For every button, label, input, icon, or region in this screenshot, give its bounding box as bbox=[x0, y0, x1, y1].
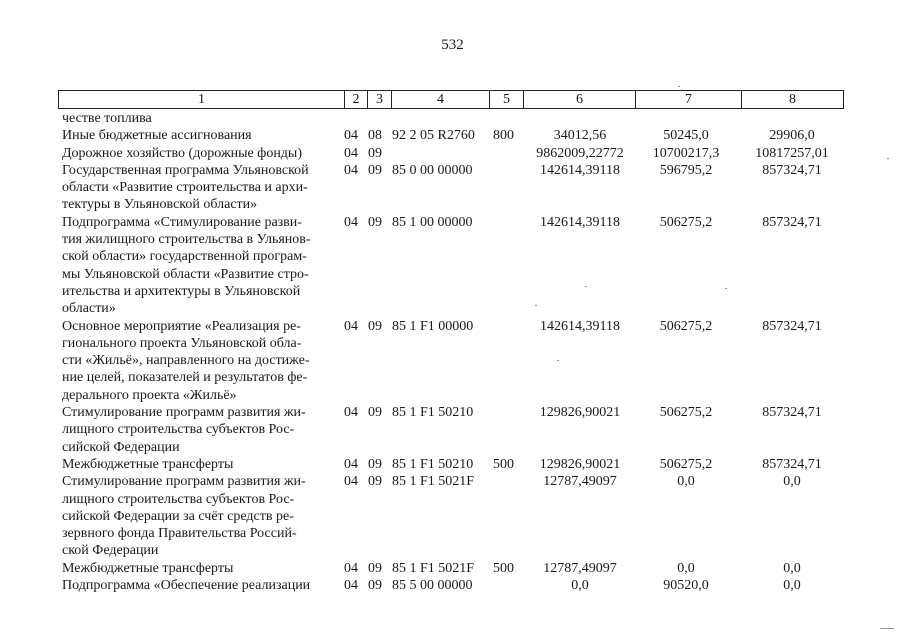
cell-col-2: 04 bbox=[344, 578, 358, 594]
cell-col-4: 85 0 00 00000 bbox=[392, 162, 473, 178]
cell-col-2: 04 bbox=[344, 457, 358, 472]
row-name bbox=[62, 318, 340, 404]
row-name-line: честве топлива bbox=[62, 111, 152, 126]
row-name bbox=[62, 404, 340, 456]
header-col-5: 5 bbox=[489, 91, 523, 108]
page-number: 532 bbox=[441, 37, 464, 53]
row-name bbox=[62, 145, 340, 162]
row-name-line: Дорожное хозяйство (дорожные фонды) bbox=[62, 145, 303, 161]
header-col-4: 4 bbox=[391, 91, 489, 108]
cell-col-3: 09 bbox=[368, 318, 382, 334]
header-col-8: 8 bbox=[741, 91, 843, 108]
cell-col-6: 142614,39118 bbox=[540, 162, 620, 178]
row-name-line: тия жилищного строительства в Ульянов- bbox=[62, 232, 311, 248]
cell-col-7: 0,0 bbox=[677, 474, 695, 490]
cell-col-8: 10817257,01 bbox=[755, 145, 829, 161]
cell-col-8: 857324,71 bbox=[762, 318, 822, 334]
cell-col-3: 09 bbox=[368, 457, 382, 472]
row-name-line: сийской Федерации bbox=[62, 439, 180, 455]
cell-col-3: 09 bbox=[368, 405, 382, 421]
cell-col-7: 0,0 bbox=[677, 560, 695, 576]
row-name-line: Государственная программа Ульяновской bbox=[62, 162, 309, 178]
cell-col-8: 0,0 bbox=[783, 578, 801, 594]
cell-col-3: 08 bbox=[368, 128, 382, 144]
row-name bbox=[62, 127, 340, 144]
cell-col-3: 09 bbox=[368, 578, 382, 594]
cell-col-2: 04 bbox=[344, 128, 358, 144]
cell-col-3: 09 bbox=[368, 145, 382, 161]
cell-col-3: 09 bbox=[368, 560, 382, 576]
cell-col-2: 04 bbox=[344, 405, 358, 421]
row-name-line: Основное мероприятие «Реализация ре- bbox=[62, 318, 301, 334]
cell-col-3: 09 bbox=[368, 474, 382, 490]
cell-col-8: 857324,71 bbox=[762, 457, 822, 472]
row-name-line: ской Федерации bbox=[62, 543, 159, 559]
cell-col-2: 04 bbox=[344, 318, 358, 334]
row-name bbox=[62, 162, 340, 214]
row-name-line: Подпрограмма «Стимулирование разви- bbox=[62, 214, 302, 230]
cell-col-6: 12787,49097 bbox=[543, 560, 617, 576]
cell-col-3: 09 bbox=[368, 162, 382, 178]
row-name bbox=[62, 110, 340, 127]
cell-col-7: 506275,2 bbox=[659, 405, 713, 421]
row-name-line: области» bbox=[62, 301, 116, 317]
row-name-line: ской области» государственной програм- bbox=[62, 249, 307, 265]
cell-col-4: 85 1 F1 50210 bbox=[392, 457, 474, 472]
cell-col-6: 129826,90021 bbox=[539, 405, 621, 421]
cell-col-4: 85 1 F1 5021F bbox=[392, 560, 475, 576]
row-name-line: Стимулирование программ развития жи- bbox=[62, 405, 306, 421]
cell-col-7: 10700217,3 bbox=[652, 145, 720, 161]
cell-col-2: 04 bbox=[344, 162, 358, 178]
cell-col-5: 800 bbox=[493, 128, 514, 144]
row-name-line: ние целей, показателей и результатов фе- bbox=[62, 370, 308, 386]
row-name bbox=[62, 456, 340, 473]
cell-col-6: 142614,39118 bbox=[540, 318, 620, 334]
cell-col-4: 85 5 00 00000 bbox=[392, 578, 473, 594]
cell-col-8: 29906,0 bbox=[769, 128, 815, 144]
cell-col-2: 04 bbox=[344, 474, 358, 490]
header-col-7: 7 bbox=[635, 91, 741, 108]
cell-col-5: 500 bbox=[493, 560, 514, 576]
row-name bbox=[62, 214, 340, 318]
cell-col-7: 50245,0 bbox=[663, 128, 709, 144]
row-name-line: лищного строительства субъектов Рос- bbox=[62, 491, 295, 507]
table-header-row bbox=[58, 90, 844, 109]
cell-col-4: 85 1 00 00000 bbox=[392, 214, 473, 230]
cell-col-8: 0,0 bbox=[783, 560, 801, 576]
row-name-line: дерального проекта «Жильё» bbox=[62, 387, 237, 403]
cell-col-5: 500 bbox=[493, 457, 514, 472]
cell-col-6: 0,0 bbox=[571, 578, 589, 594]
row-name-line: Подпрограмма «Обеспечение реализации bbox=[62, 578, 311, 594]
cell-col-6: 129826,90021 bbox=[539, 457, 621, 472]
cell-col-8: 0,0 bbox=[783, 474, 801, 490]
cell-col-4: 85 1 F1 5021F bbox=[392, 474, 475, 490]
row-name-line: Межбюджетные трансферты bbox=[62, 457, 234, 472]
row-name-line: Стимулирование программ развития жи- bbox=[62, 474, 306, 490]
header-col-6: 6 bbox=[523, 91, 635, 108]
header-col-1: 1 bbox=[198, 92, 205, 107]
row-name-line: зервного фонда Правительства Россий- bbox=[62, 526, 297, 542]
cell-col-6: 142614,39118 bbox=[540, 214, 620, 230]
cell-col-6: 12787,49097 bbox=[543, 474, 617, 490]
cell-col-2: 04 bbox=[344, 145, 358, 161]
cell-col-7: 596795,2 bbox=[659, 162, 713, 178]
cell-col-8: 857324,71 bbox=[762, 162, 822, 178]
row-name-line: сийской Федерации за счёт средств ре- bbox=[62, 508, 294, 524]
row-name-line: Иные бюджетные ассигнования bbox=[62, 128, 252, 144]
cell-col-4: 85 1 F1 50210 bbox=[392, 405, 474, 421]
row-name-line: области «Развитие строительства и архи- bbox=[62, 180, 308, 196]
cell-col-8: 857324,71 bbox=[762, 214, 822, 230]
row-name-line: мы Ульяновской области «Развитие стро- bbox=[62, 266, 309, 282]
cell-col-7: 506275,2 bbox=[659, 214, 713, 230]
header-col-3: 3 bbox=[367, 91, 391, 108]
row-name-line: ительства и архитектуры в Ульяновской bbox=[62, 283, 301, 299]
row-name bbox=[62, 577, 340, 594]
cell-col-7: 506275,2 bbox=[659, 457, 713, 472]
cell-col-2: 04 bbox=[344, 214, 358, 230]
cell-col-4: 92 2 05 R2760 bbox=[392, 128, 475, 144]
cell-col-2: 04 bbox=[344, 560, 358, 576]
cell-col-3: 09 bbox=[368, 214, 382, 230]
cell-col-7: 506275,2 bbox=[659, 318, 713, 334]
row-name-line: лищного строительства субъектов Рос- bbox=[62, 422, 295, 438]
row-name-line: гионального проекта Ульяновской обла- bbox=[62, 335, 302, 351]
row-name bbox=[62, 560, 340, 577]
row-name-line: тектуры в Ульяновской области» bbox=[62, 197, 258, 213]
row-name-line: сти «Жильё», направленного на достиже- bbox=[62, 353, 310, 369]
cell-col-7: 90520,0 bbox=[663, 578, 709, 594]
cell-col-6: 9862009,22772 bbox=[536, 145, 624, 161]
row-name-line: Межбюджетные трансферты bbox=[62, 560, 234, 576]
cell-col-6: 34012,56 bbox=[553, 128, 607, 144]
row-name bbox=[62, 473, 340, 559]
header-col-2: 2 bbox=[344, 91, 367, 108]
cell-col-8: 857324,71 bbox=[762, 405, 822, 421]
cell-col-4: 85 1 F1 00000 bbox=[392, 318, 474, 334]
